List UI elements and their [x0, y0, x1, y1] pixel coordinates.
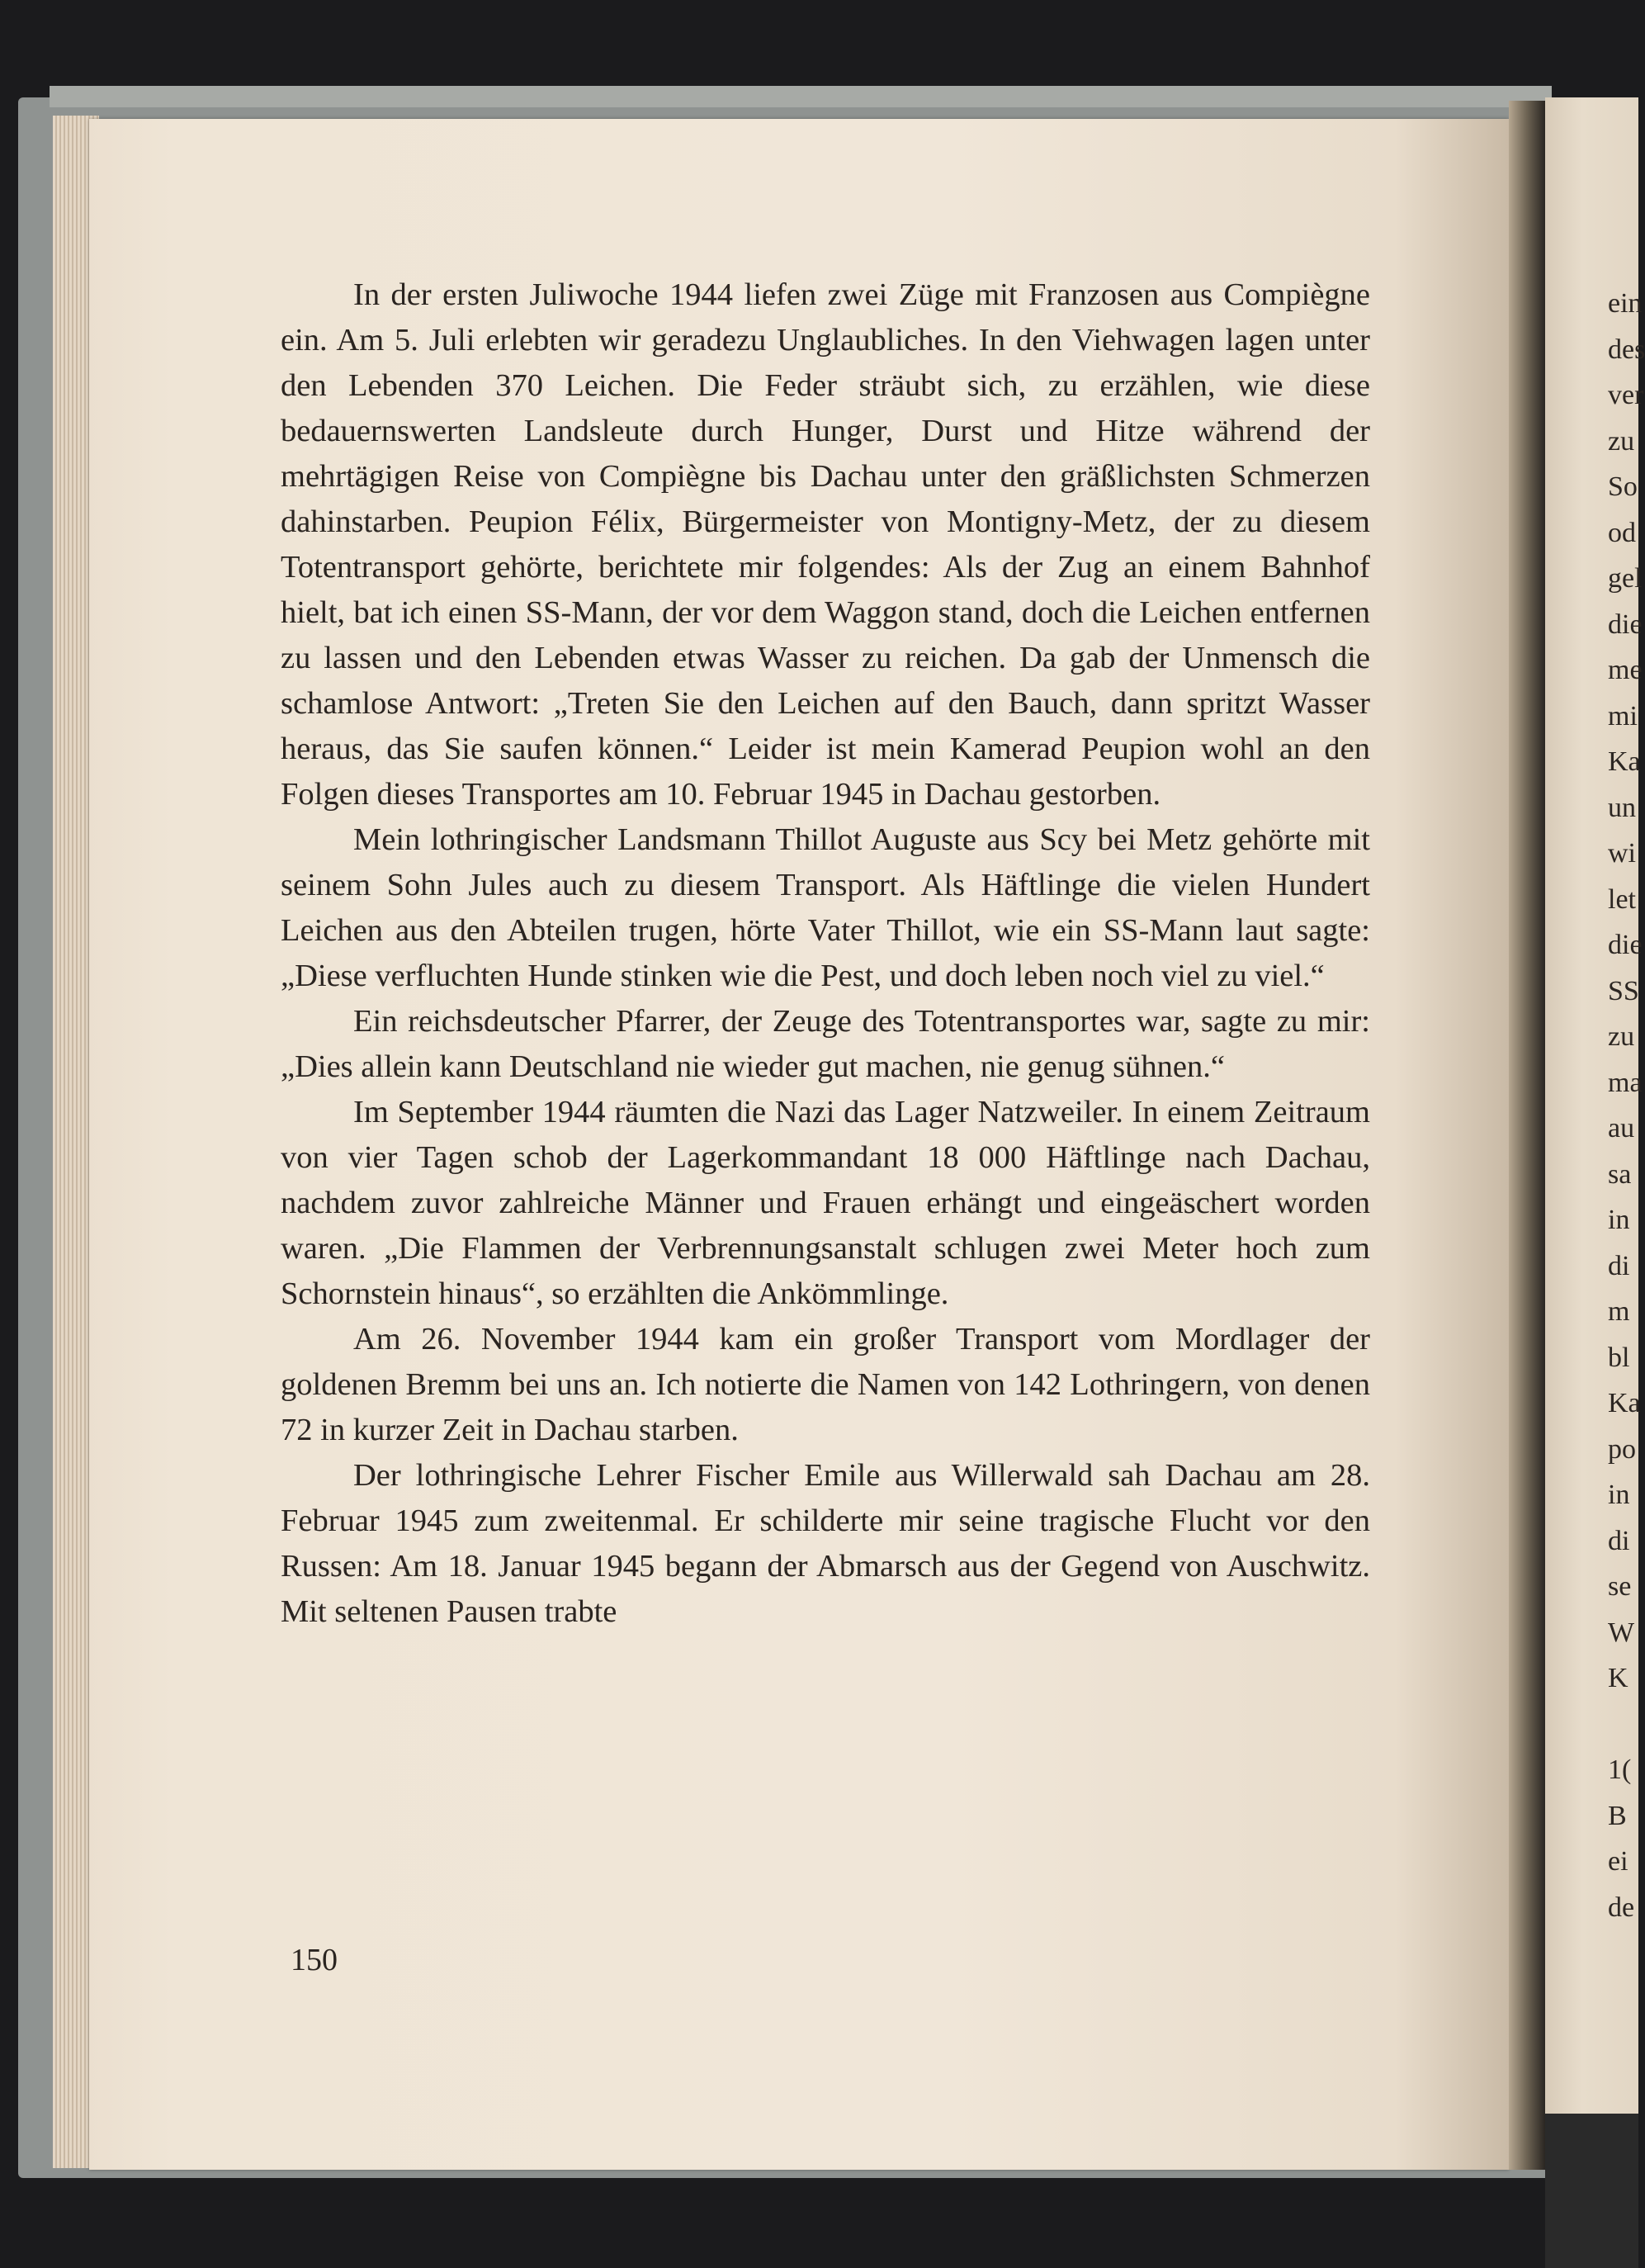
facing-page-fragment: let [1608, 883, 1636, 915]
facing-page-fragment: po [1608, 1433, 1636, 1465]
facing-page-fragment: un [1608, 792, 1636, 823]
facing-page-fragment: gel [1608, 563, 1643, 594]
paragraph-1: In der ersten Juliwoche 1944 liefen zwei Züge mit Franzosen aus Compiègne ein. Am 5. Juli erlebten wir geradezu Unglaubliches. In den Viehwagen lagen unter den Lebenden 370 Leichen. Die Feder sträubt sich, zu erzählen, wie diese bedauernswerten Landsleute durch Hunger, Durst und Hitze während der mehrtägigen Reise von Compiègne bis Dachau unter den gräßlichsten Schmerzen dahinstarben. Peupion Félix, Bürgermeister von Montigny-Metz, der zu diesem Totentransport gehörte, berichtete mir folgendes: Als der Zug an einem Bahnhof hielt, bat ich einen SS-Mann, der vor dem Waggon stand, doch die Leichen entfernen zu lassen und den Lebenden etwas Wasser zu reichen. Da gab der Unmensch die schamlose Antwort: „Treten Sie den Leichen auf den Bauch, dann spritzt Wasser heraus, das Sie saufen können.“ Leider ist mein Kamerad Peupion wohl an den Folgen dieses Transportes am 10. Februar 1945 in Dachau gestorben. [281, 277, 1370, 812]
facing-page-fragment: SS [1608, 975, 1639, 1006]
page-number: 150 [291, 1943, 338, 1977]
facing-page-fragment: in [1608, 1480, 1630, 1510]
facing-page-fragment: wi [1608, 838, 1636, 869]
facing-page-fragment: od [1608, 517, 1636, 548]
facing-page-fragment: bl [1608, 1342, 1630, 1373]
facing-page-fragment [1608, 1702, 1638, 1748]
facing-page-fragment: K [1608, 1663, 1628, 1693]
background-shadow [1545, 2114, 1638, 2268]
facing-page-fragment: die [1608, 608, 1643, 640]
facing-page-fragment: au [1608, 1113, 1635, 1143]
facing-page-fragment: des [1608, 334, 1645, 365]
paragraph-5: Am 26. November 1944 kam ein großer Transport vom Mordlager der goldenen Bremm bei uns an. Ich notierte die Namen von 142 Lothringern, von denen 72 in kurzer Zeit in Dachau starben. [281, 1322, 1370, 1447]
facing-page-fragment: in [1608, 1205, 1630, 1235]
facing-page-fragment: B [1608, 1800, 1627, 1831]
facing-page-fragment: di [1608, 1525, 1630, 1556]
facing-page-fragment: ei [1608, 1846, 1628, 1877]
facing-page-fragment: W [1608, 1617, 1635, 1648]
facing-page-fragment: die [1608, 930, 1643, 960]
facing-page-fragment: me [1608, 655, 1643, 685]
facing-page-fragment: m [1608, 1296, 1630, 1327]
facing-page-fragment: ver [1608, 380, 1644, 410]
book-gutter [1509, 101, 1545, 2170]
page-body-text [281, 272, 1370, 1635]
book-cover-top [50, 86, 1552, 107]
facing-page-fragment: de [1608, 1892, 1635, 1923]
paragraph-2: Mein lothringischer Landsmann Thillot Auguste aus Scy bei Metz gehörte mit seinem Sohn Jules auch zu diesem Transport. Als Häftlinge die vielen Hundert Leichen aus den Abteilen trugen, hörte Vater Thillot, wie ein SS-Mann laut sagte: „Diese verfluchten Hunde stinken wie die Pest, und doch leben noch viel zu viel.“ [281, 822, 1370, 993]
facing-page-text-fragments [1608, 281, 1645, 1930]
facing-page-fragment: 1( [1608, 1754, 1632, 1785]
paragraph-4: Im September 1944 räumten die Nazi das Lager Natzweiler. In einem Zeitraum von vier Tagen schob der Lagerkommandant 18 000 Häftlinge nach Dachau, nachdem zuvor zahlreiche Männer und Frauen erhängt und eingeäschert worden waren. „Die Flammen der Verbrennungsanstalt schlugen zwei Meter hoch zum Schornstein hinaus“, so erzählten die Ankömmlinge. [281, 1095, 1370, 1311]
facing-page-fragment: Ka [1608, 746, 1641, 777]
facing-page-fragment: se [1608, 1571, 1632, 1602]
facing-page-fragment: zu [1608, 1021, 1635, 1052]
paragraph-3: Ein reichsdeutscher Pfarrer, der Zeuge des Totentransportes war, sagte zu mir: „Dies allein kann Deutschland nie wieder gut machen, nie genug sühnen.“ [281, 1004, 1370, 1084]
paragraph-6: Der lothringische Lehrer Fischer Emile aus Willerwald sah Dachau am 28. Februar 1945 zum zweitenmal. Er schilderte mir seine tragische Flucht vor den Russen: Am 18. Januar 1945 begann der Abmarsch aus der Gegend von Auschwitz. Mit seltenen Pausen trabte [281, 1458, 1370, 1629]
facing-page-fragment: di [1608, 1250, 1630, 1281]
facing-page-fragment: So [1608, 471, 1638, 502]
facing-page-fragment: ein [1608, 288, 1643, 319]
facing-page-fragment: zu [1608, 425, 1635, 457]
facing-page-fragment: sa [1608, 1158, 1632, 1190]
facing-page-fragment: Ka [1608, 1388, 1641, 1418]
facing-page-fragment: mi [1608, 700, 1638, 732]
facing-page-fragment: ma [1608, 1067, 1643, 1098]
